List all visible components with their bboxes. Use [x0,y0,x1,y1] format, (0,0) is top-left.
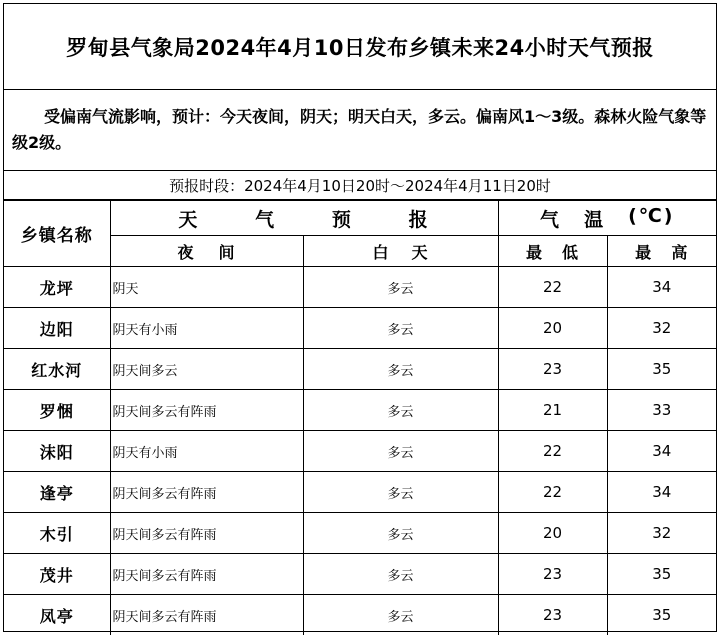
min-temp-cell: 23 [498,554,607,595]
night-weather-cell: 阴天间多云 [110,349,303,390]
header-max: 最 高 [607,236,716,267]
max-temp-cell: 35 [607,554,716,595]
town-cell: 龙坪 [4,267,110,308]
day-weather-cell: 多云 [303,308,498,349]
min-temp-cell: 21 [498,390,607,431]
max-temp-cell: 35 [607,595,716,636]
day-weather-cell: 多云 [303,554,498,595]
town-cell: 逢亭 [4,472,110,513]
max-temp-cell: 32 [607,513,716,554]
day-weather-cell: 多云 [303,513,498,554]
day-weather-cell: 多云 [303,267,498,308]
max-temp-cell: 35 [607,349,716,390]
town-cell: 木引 [4,513,110,554]
town-cell: 边阳 [4,308,110,349]
max-temp-cell: 34 [607,472,716,513]
max-temp-cell: 34 [607,267,716,308]
min-temp-cell: 22 [498,431,607,472]
night-weather-cell: 阴天 [110,267,303,308]
night-weather-cell: 阴天间多云有阵雨 [110,390,303,431]
min-temp-cell: 20 [498,308,607,349]
min-temp-cell: 22 [498,267,607,308]
town-cell: 沫阳 [4,431,110,472]
max-temp-cell: 33 [607,390,716,431]
night-weather-cell: 阴天间多云有阵雨 [110,513,303,554]
header-forecast: 天 气 预 报 [110,201,498,236]
town-cell: 红水河 [4,349,110,390]
day-weather-cell: 多云 [303,595,498,636]
night-weather-cell: 阴天有小雨 [110,308,303,349]
header-min: 最 低 [498,236,607,267]
town-cell: 茂井 [4,554,110,595]
max-temp-cell: 32 [607,308,716,349]
night-weather-cell: 阴天有小雨 [110,431,303,472]
header-temperature: 气 温 (℃) [498,201,716,236]
day-weather-cell: 多云 [303,472,498,513]
table-row [4,267,716,308]
forecast-period: 预报时段：2024年4月10日20时～2024年4月11日20时 [4,171,716,200]
min-temp-cell: 20 [498,513,607,554]
table-row [4,390,716,431]
table-row [4,308,716,349]
town-cell: 凤亭 [4,595,110,636]
header-day: 白 天 [303,236,498,267]
header-night: 夜 间 [110,236,303,267]
table-row [4,595,716,636]
page-title: 罗甸县气象局2024年4月10日发布乡镇未来24小时天气预报 [4,4,716,90]
night-weather-cell: 阴天间多云有阵雨 [110,595,303,636]
table-row [4,349,716,390]
town-cell: 罗悃 [4,390,110,431]
max-temp-cell: 34 [607,431,716,472]
table-row [4,431,716,472]
forecast-table [4,200,716,635]
day-weather-cell: 多云 [303,390,498,431]
table-row [4,472,716,513]
forecast-summary: 受偏南气流影响，预计：今天夜间，阴天；明天白天，多云。偏南风1～3级。森林火险气象等级2级。 [4,90,716,171]
min-temp-cell: 23 [498,349,607,390]
night-weather-cell: 阴天间多云有阵雨 [110,554,303,595]
min-temp-cell: 22 [498,472,607,513]
header-town: 乡镇名称 [4,201,110,267]
day-weather-cell: 多云 [303,431,498,472]
table-row [4,554,716,595]
min-temp-cell: 23 [498,595,607,636]
day-weather-cell: 多云 [303,349,498,390]
forecast-sheet [3,3,717,632]
table-row [4,513,716,554]
night-weather-cell: 阴天间多云有阵雨 [110,472,303,513]
